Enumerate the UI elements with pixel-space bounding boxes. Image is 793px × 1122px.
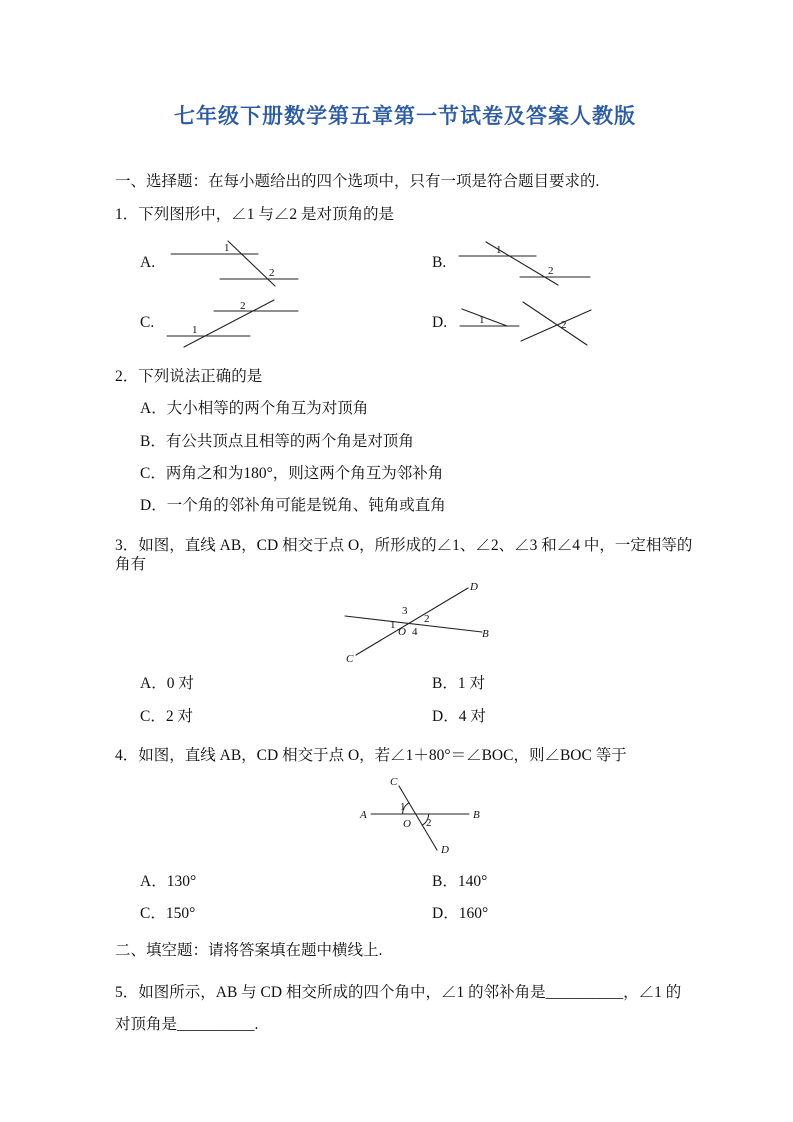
q1-option-d bbox=[432, 297, 695, 349]
q1-option-c bbox=[140, 297, 432, 349]
q5-stem: 5．如图所示，AB 与 CD 相交所成的四个角中，∠1 的邻补角是__________，∠1 的对顶角是__________. bbox=[115, 983, 682, 1034]
angle-1-label: 1 bbox=[479, 313, 485, 326]
q2-option-a: A．大小相等的两个角互为对顶角 bbox=[140, 400, 369, 418]
q3-option-d: D．4 对 bbox=[432, 707, 486, 725]
q2-option-b: B．有公共顶点且相等的两个角是对顶角 bbox=[140, 432, 414, 450]
point-o-label: O bbox=[398, 626, 406, 639]
angle-1-label: 1 bbox=[496, 243, 502, 256]
q2-option-d: D．一个角的邻补角可能是锐角、钝角或直角 bbox=[140, 497, 446, 515]
q3-option-a: A．0 对 bbox=[140, 675, 194, 693]
q3-option-c: C．2 对 bbox=[140, 707, 193, 725]
q1-option-a-label: A. bbox=[140, 253, 156, 271]
line-cross-1 bbox=[523, 302, 587, 345]
q4-figure-wrap bbox=[357, 774, 695, 856]
angle-1-label: 1 bbox=[192, 323, 198, 336]
q3-figure-wrap bbox=[340, 579, 695, 664]
angle-2-label: 2 bbox=[424, 613, 430, 626]
q4-stem: 4．如图，直线 AB，CD 相交于点 O，若∠1＋80°＝∠BOC，则∠BOC 等于 bbox=[115, 747, 627, 765]
q4-option-b: B．140° bbox=[432, 872, 488, 890]
q1-figure-c bbox=[164, 297, 299, 349]
q1-option-c-label: C. bbox=[140, 313, 155, 331]
q4-option-a: A．130° bbox=[140, 872, 197, 890]
q1-figure-d bbox=[457, 297, 592, 349]
point-b-label: B bbox=[473, 808, 480, 821]
angle-1-label: 1 bbox=[400, 800, 406, 813]
line-ray bbox=[462, 309, 507, 326]
q1-option-b bbox=[432, 237, 695, 289]
line-cd bbox=[356, 588, 468, 655]
point-d-label: D bbox=[441, 843, 449, 856]
q3-figure bbox=[340, 579, 492, 664]
q3-option-b: B．1 对 bbox=[432, 675, 485, 693]
point-o-label: O bbox=[403, 817, 411, 830]
q3-options bbox=[115, 674, 695, 726]
page-title: 七年级下册数学第五章第一节试卷及答案人教版 bbox=[174, 104, 636, 128]
q1-figures bbox=[115, 237, 695, 349]
point-d-label: D bbox=[470, 581, 478, 594]
point-c-label: C bbox=[390, 775, 398, 788]
q4-option-d: D．160° bbox=[432, 904, 489, 922]
point-c-label: C bbox=[346, 653, 354, 665]
q1-figure-b bbox=[456, 237, 591, 289]
q1-stem: 1．下列图形中，∠1 与∠2 是对顶角的是 bbox=[115, 206, 395, 224]
q4-figure bbox=[357, 774, 485, 856]
point-a-label: A bbox=[360, 808, 367, 821]
q1-option-b-label: B. bbox=[432, 253, 447, 271]
angle-2-label: 2 bbox=[548, 264, 554, 277]
point-b-label: B bbox=[482, 628, 489, 641]
angle-1-label: 1 bbox=[224, 241, 230, 254]
angle-1-label: 1 bbox=[390, 619, 396, 632]
q1-option-d-label: D. bbox=[432, 313, 448, 331]
angle-3-label: 3 bbox=[402, 605, 408, 618]
angle-2-label: 2 bbox=[561, 318, 567, 331]
q1-option-a bbox=[140, 237, 432, 289]
q1-figure-a bbox=[165, 237, 300, 289]
section-2-heading: 二、填空题：请将答案填在题中横线上. bbox=[115, 942, 383, 960]
angle-2-label: 2 bbox=[240, 299, 246, 312]
q2-stem: 2．下列说法正确的是 bbox=[115, 367, 263, 385]
q2-option-c: C．两角之和为180°，则这两个角互为邻补角 bbox=[140, 464, 444, 482]
line-transversal bbox=[184, 300, 274, 347]
q4-option-c: C．150° bbox=[140, 904, 196, 922]
angle-4-label: 4 bbox=[412, 626, 418, 639]
q3-stem: 3．如图，直线 AB，CD 相交于点 O，所形成的∠1、∠2、∠3 和∠4 中，一定相等的角有 bbox=[115, 536, 693, 573]
angle-2-label: 2 bbox=[426, 816, 432, 829]
line-cross-2 bbox=[521, 310, 591, 341]
q4-options bbox=[115, 872, 695, 924]
angle-2-label: 2 bbox=[269, 266, 275, 279]
section-1-heading: 一、选择题：在每小题给出的四个选项中，只有一项是符合题目要求的. bbox=[115, 173, 600, 190]
